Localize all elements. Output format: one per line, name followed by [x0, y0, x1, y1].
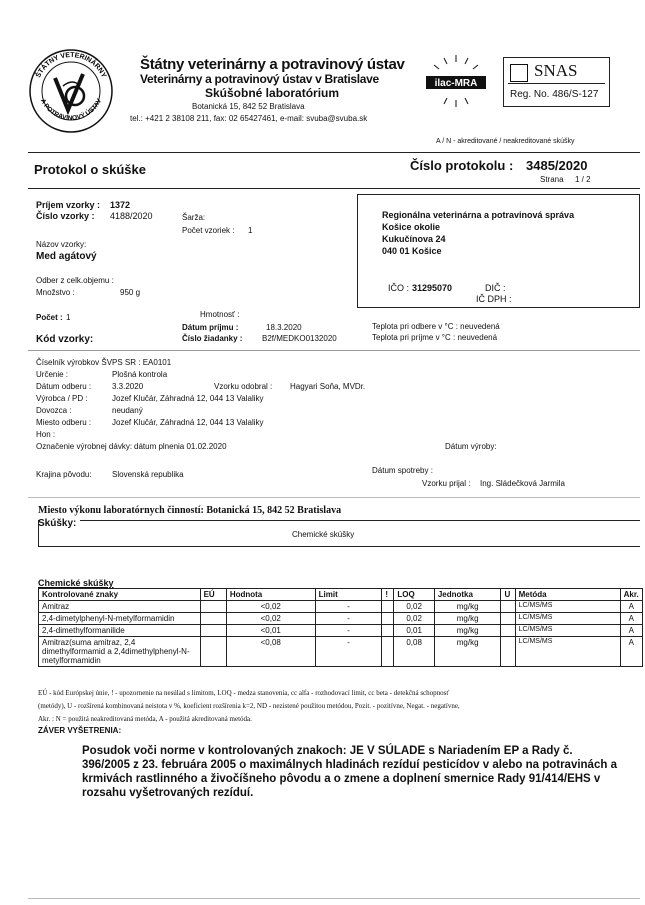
cell-eu — [200, 613, 226, 625]
institute-contact: tel.: +421 2 38108 211, fax: 02 65427461, e-mail: svuba@svuba.sk — [130, 114, 368, 123]
weight-label: Hmotnosť : — [200, 310, 240, 319]
tests-value: Chemické skúšky — [292, 530, 355, 539]
lab-place: Miesto výkonu laboratórnych činností: Botanická 15, 842 52 Bratislava — [38, 505, 342, 516]
cell-loq: 0,01 — [394, 625, 434, 637]
cell-unit: mg/kg — [434, 625, 501, 637]
institute-seal — [28, 48, 114, 134]
customer-name: Regionálna veterinárna a potravinová správa — [382, 210, 575, 220]
page-number: 1 / 2 — [575, 175, 591, 184]
origin-label: Krajina pôvodu: — [36, 470, 92, 479]
cell-name: 2,4-dimetylphenyl-N-metylformamidin — [39, 613, 201, 625]
ico-label: IČO : — [388, 283, 410, 293]
results-header-row — [39, 589, 643, 601]
batch-label: Šarža: — [182, 213, 206, 222]
icdph-label: IČ DPH : — [476, 294, 512, 304]
request-no-value: B2f/MEDKO0132020 — [262, 334, 337, 343]
col-header-unit: Jednotka — [434, 589, 501, 601]
collector-label: Vzorku odobral : — [214, 382, 273, 391]
results-table — [38, 588, 643, 667]
snas-emblem-icon — [510, 64, 528, 82]
cell-value: <0,02 — [226, 601, 315, 613]
institute-name: Štátny veterinárny a potravinový ústav — [140, 56, 405, 73]
cell-u — [501, 613, 515, 625]
code-label: Kód vzorky: — [36, 334, 94, 345]
place-value: Jozef Klučár, Záhradná 12, 044 13 Valaliky — [112, 418, 264, 427]
cell-eu — [200, 637, 226, 667]
svg-text:ŠTÁTNY VETERINÁRNY: ŠTÁTNY VETERINÁRNY — [35, 51, 107, 79]
cell-akr: A — [620, 625, 642, 637]
hon-label: Hon : — [36, 430, 56, 439]
col-header-loq: LOQ — [394, 589, 434, 601]
cell-method: LC/MS/MS — [515, 601, 620, 613]
cell-value: <0,08 — [226, 637, 315, 667]
cell-u — [501, 601, 515, 613]
cell-u — [501, 625, 515, 637]
customer-street: Kukučínova 24 — [382, 234, 446, 244]
cell-flag — [382, 601, 394, 613]
sample-name-label: Názov vzorky: — [36, 240, 87, 249]
accepted-value: Ing. Sládečková Jarmila — [480, 479, 565, 488]
conclusion-label: ZÁVER VYŠETRENIA: — [38, 726, 122, 735]
cell-limit: - — [315, 601, 382, 613]
protocol-title: Protokol o skúške — [34, 162, 146, 177]
cell-loq: 0,02 — [394, 601, 434, 613]
snas-label: SNAS — [534, 61, 578, 80]
dic-label: DIČ : — [485, 283, 506, 293]
collection-label: Odber z celk.objemu : — [36, 276, 114, 285]
col-header-eu: EÚ — [200, 589, 226, 601]
snas-registration: Reg. No. 486/S-127 — [510, 89, 599, 100]
cell-unit: mg/kg — [434, 601, 501, 613]
col-header-u: U — [501, 589, 515, 601]
results-title: Chemické skúšky — [38, 578, 114, 588]
cell-flag — [382, 625, 394, 637]
col-header-flag: ! — [382, 589, 394, 601]
cell-value: <0,01 — [226, 625, 315, 637]
cell-u — [501, 637, 515, 667]
importer-value: neudaný — [112, 406, 143, 415]
sample-no-label: Číslo vzorky : — [36, 211, 95, 221]
svg-text:A POTRAVINOVÝ ÚSTAV: A POTRAVINOVÝ ÚSTAV — [38, 97, 104, 122]
cell-akr: A — [620, 637, 642, 667]
snas-box — [503, 57, 610, 107]
cell-eu — [200, 625, 226, 637]
cell-loq: 0,02 — [394, 613, 434, 625]
producer-value: Jozef Klučár, Záhradná 12, 044 13 Valaliky — [112, 394, 264, 403]
institute-sub: Veterinárny a potravinový ústav v Bratislave — [140, 72, 379, 86]
pocet-value: 1 — [66, 313, 71, 322]
col-header-limit: Limit — [315, 589, 382, 601]
origin-value: Slovenská republika — [112, 470, 184, 479]
codelist: Číselník výrobkov ŠVPS SR : EA0101 — [36, 358, 172, 367]
request-no-label: Číslo žiadanky : — [182, 334, 243, 343]
date-collection-value: 3.3.2020 — [112, 382, 144, 391]
col-header-value: Hodnota — [226, 589, 315, 601]
batch-marking-value: dátum plnenia 01.02.2020 — [134, 442, 227, 451]
received-value: 1372 — [110, 200, 131, 210]
batch-marking-label: Označenie výrobnej dávky: — [36, 442, 133, 451]
cell-flag — [382, 613, 394, 625]
cell-limit: - — [315, 637, 382, 667]
purpose-value: Plošná kontrola — [112, 370, 168, 379]
amount-label: Množstvo : — [36, 288, 75, 297]
ilac-label: ilac-MRA — [434, 78, 478, 89]
cell-name: Amitraz(suma amitraz, 2,4 dimethylformamid a 2,4dimethylphenyl-N-metylformamidin — [39, 637, 201, 667]
cell-name: Amitraz — [39, 601, 201, 613]
col-header-name: Kontrolované znaky — [39, 589, 201, 601]
temp-received: Teplota pri príjme v °C : neuvedená — [372, 333, 498, 342]
importer-label: Dovozca : — [36, 406, 72, 415]
date-production-label: Dátum výroby: — [445, 442, 497, 451]
conclusion-text: Posudok voči norme v kontrolovaných znakoch: JE V SÚLADE s Nariadením EP a Rady č. 396/2005 z 23. februára 2005 o maximálnych hladinách rezíduí pesticídov v alebo na potravinách a krmivách rastlinného a živočíšneho pôvodu a o zmene a doplnení smernice Rady 91/414/EHS v rozsahu vyšetrovaných rezíduí. — [82, 745, 617, 799]
cell-unit: mg/kg — [434, 613, 501, 625]
legend-line-3: Akr. : N = použitá neakreditovaná metóda, A - použitá akreditovaná metóda. — [38, 715, 252, 723]
sample-no-value: 4188/2020 — [110, 211, 153, 221]
date-received-label: Dátum príjmu : — [182, 323, 239, 332]
cell-akr: A — [620, 601, 642, 613]
legend-line-1: EÚ - kód Európskej únie, ! - upozornenie na nesúlad s limitom, LOQ - medza stanovenia, cc alfa - rozhodovací limit, cc beta - detekčná schopnosť — [38, 689, 450, 697]
cell-method: LC/MS/MS — [515, 613, 620, 625]
date-collection-label: Dátum odberu : — [36, 382, 92, 391]
place-label: Miesto odberu : — [36, 418, 92, 427]
count-value: 1 — [248, 226, 253, 235]
lab-name: Skúšobné laboratórium — [205, 86, 340, 100]
cell-flag — [382, 637, 394, 667]
amount-value: 950 g — [120, 288, 141, 297]
producer-label: Výrobca / PD : — [36, 394, 88, 403]
pocet-label: Počet : — [36, 313, 63, 322]
protocol-number: 3485/2020 — [526, 158, 588, 173]
date-consumption-label: Dátum spotreby : — [372, 466, 433, 475]
cell-loq: 0,08 — [394, 637, 434, 667]
customer-zip: 040 01 Košice — [382, 246, 442, 256]
customer-city: Košice okolie — [382, 222, 441, 232]
table-row — [39, 637, 643, 667]
accepted-label: Vzorku prijal : — [422, 479, 471, 488]
cell-method: LC/MS/MS — [515, 637, 620, 667]
purpose-label: Určenie : — [36, 370, 69, 379]
received-label: Príjem vzorky : — [36, 200, 101, 210]
cell-method: LC/MS/MS — [515, 625, 620, 637]
count-label: Počet vzoriek : — [182, 226, 235, 235]
table-row — [39, 625, 643, 637]
ilac-mra-logo — [424, 52, 488, 110]
legend-line-2: (metódy), U - rozšírená kombinovaná neistota v %, koeficient rozšírenia k=2, ND - nezistené použitou metódou, Pozit. - pozitívne, Negat. - negatívne, — [38, 702, 460, 710]
col-header-akr: Akr. — [620, 589, 642, 601]
ico-value: 31295070 — [412, 283, 453, 293]
date-received-value: 18.3.2020 — [266, 323, 302, 332]
table-row — [39, 613, 643, 625]
institute-address: Botanická 15, 842 52 Bratislava — [192, 102, 305, 111]
cell-unit: mg/kg — [434, 637, 501, 667]
cell-name: 2,4-dimethylformanilide — [39, 625, 201, 637]
cell-limit: - — [315, 625, 382, 637]
table-row — [39, 601, 643, 613]
tests-label: Skúšky: — [38, 518, 77, 529]
cell-eu — [200, 601, 226, 613]
col-header-method: Metóda — [515, 589, 620, 601]
accreditation-note: A / N - akreditované / neakreditované skúšky — [436, 138, 575, 145]
page-label: Strana — [540, 175, 564, 184]
temp-collection: Teplota pri odbere v °C : neuvedená — [372, 322, 500, 331]
protocol-number-label: Číslo protokolu : — [410, 158, 514, 173]
sample-name: Med agátový — [36, 251, 97, 262]
collector-value: Hagyari Soňa, MVDr. — [290, 382, 366, 391]
cell-limit: - — [315, 613, 382, 625]
cell-value: <0,02 — [226, 613, 315, 625]
cell-akr: A — [620, 613, 642, 625]
